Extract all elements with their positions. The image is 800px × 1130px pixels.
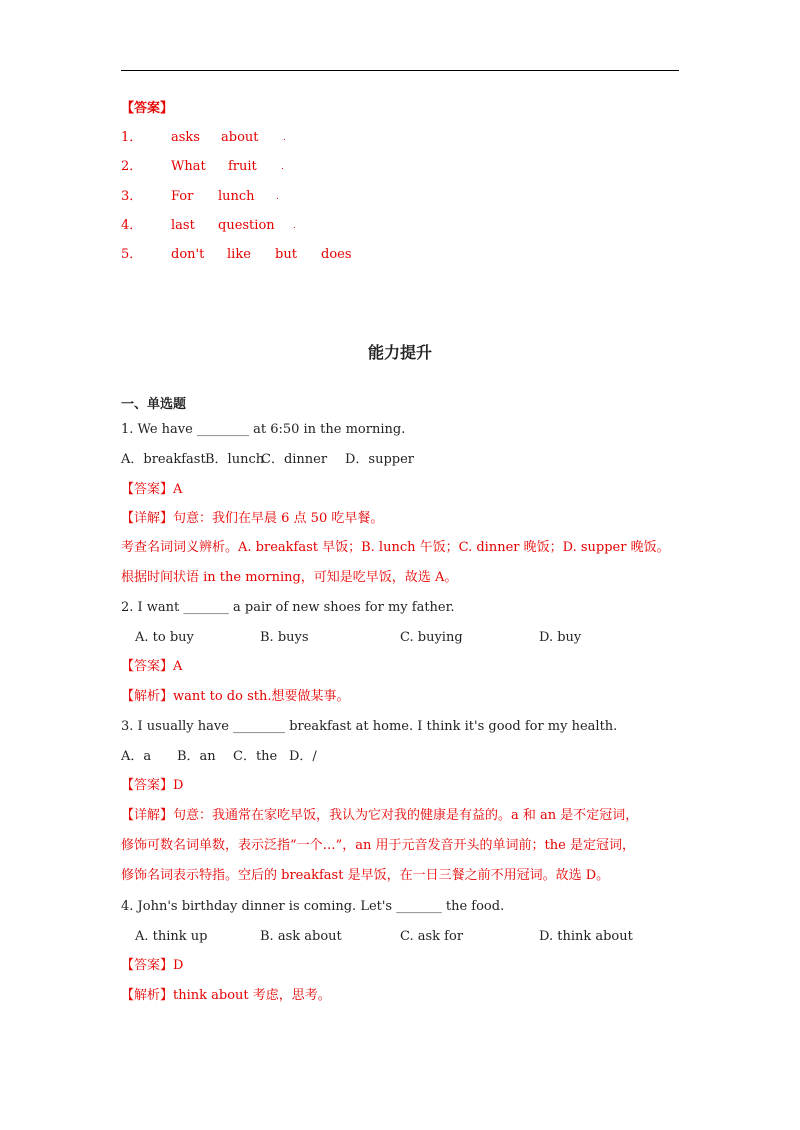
answer-number: 1． (121, 130, 143, 145)
option-b: B．lunch (205, 452, 265, 467)
option-b: B．an (177, 749, 216, 764)
answer-number: 4． (121, 218, 143, 233)
explanation-2-line-1: 【解析】want to do sth.想要做某事。 (121, 689, 350, 704)
answer-word: don't (171, 247, 205, 262)
answer-word: about (221, 130, 259, 145)
answer-4: 【答案】D (121, 958, 184, 973)
answer-key-label: 【答案】 (121, 101, 174, 116)
question-stem-4: 4. John's birthday dinner is coming. Let's _______ the food. (121, 899, 505, 914)
options-row-3 (121, 748, 681, 766)
answer-word: lunch (218, 189, 255, 204)
option-d: D．supper (345, 452, 415, 467)
options-row-1 (121, 451, 681, 469)
option-c: C. buying (400, 630, 463, 645)
answer-word: What (171, 159, 206, 174)
answer-word: question (218, 218, 275, 233)
answer-end: . (283, 133, 286, 143)
answer-word: last (171, 218, 195, 233)
answer-word: fruit (228, 159, 257, 174)
answer-end: . (276, 192, 279, 202)
answer-number: 3． (121, 189, 143, 204)
option-c: C．dinner (261, 452, 328, 467)
option-a: A. to buy (135, 630, 194, 645)
answer-number: 2． (121, 159, 143, 174)
explanation-3-line-3: 修饰名词表示特指。空后的 breakfast 是早饭，在一日三餐之前不用冠词。故选 D。 (121, 868, 610, 883)
answer-word: but (275, 247, 297, 262)
question-stem-1: 1. We have ________ at 6:50 in the morning. (121, 422, 406, 437)
option-b: B. buys (260, 630, 309, 645)
answer-row-4 (121, 217, 681, 235)
answer-row-3 (121, 188, 681, 206)
options-row-4 (121, 928, 681, 946)
answer-1: 【答案】A (121, 482, 183, 497)
explanation-3-line-1: 【详解】句意：我通常在家吃早饭，我认为它对我的健康是有益的。a 和 an 是不定冠词， (121, 808, 639, 823)
option-a: A. think up (135, 929, 208, 944)
answer-2: 【答案】A (121, 659, 183, 674)
explanation-1-line-3: 根据时间状语 in the morning，可知是吃早饭，故选 A。 (121, 570, 458, 585)
section-heading: 一、单选题 (121, 397, 187, 412)
answer-word: For (171, 189, 194, 204)
answer-word: like (227, 247, 251, 262)
explanation-1-line-2: 考查名词词义辨析。A. breakfast 早饭；B. lunch 午饭；C. dinner 晚饭；D. supper 晚饭。 (121, 540, 670, 555)
answer-end: . (293, 221, 296, 231)
option-a: A．breakfast (121, 452, 206, 467)
answer-row-5 (121, 246, 681, 264)
explanation-3-line-2: 修饰可数名词单数，表示泛指“一个…”，an 用于元音发音开头的单词前；the 是定冠词， (121, 838, 635, 853)
explanation-1-line-1: 【详解】句意：我们在早晨 6 点 50 吃早餐。 (121, 511, 384, 526)
question-stem-2: 2. I want _______ a pair of new shoes for my father. (121, 600, 455, 615)
option-a: A．a (121, 749, 152, 764)
option-d: D. buy (539, 630, 582, 645)
answer-word: asks (171, 130, 200, 145)
option-b: B. ask about (260, 929, 342, 944)
answer-row-2 (121, 158, 681, 176)
option-d: D. think about (539, 929, 633, 944)
header-rule (121, 70, 679, 71)
option-c: C．the (233, 749, 278, 764)
answer-row-1 (121, 129, 681, 147)
answer-3: 【答案】D (121, 778, 184, 793)
option-c: C. ask for (400, 929, 464, 944)
answer-end: . (281, 162, 284, 172)
question-stem-3: 3. I usually have ________ breakfast at home. I think it's good for my health. (121, 719, 618, 734)
option-d: D．/ (289, 749, 317, 764)
answer-word: does (321, 247, 352, 262)
explanation-4-line-1: 【解析】think about 考虑，思考。 (121, 988, 331, 1003)
section-title: 能力提升 (367, 343, 432, 362)
answer-number: 5． (121, 247, 143, 262)
options-row-2 (121, 629, 681, 647)
